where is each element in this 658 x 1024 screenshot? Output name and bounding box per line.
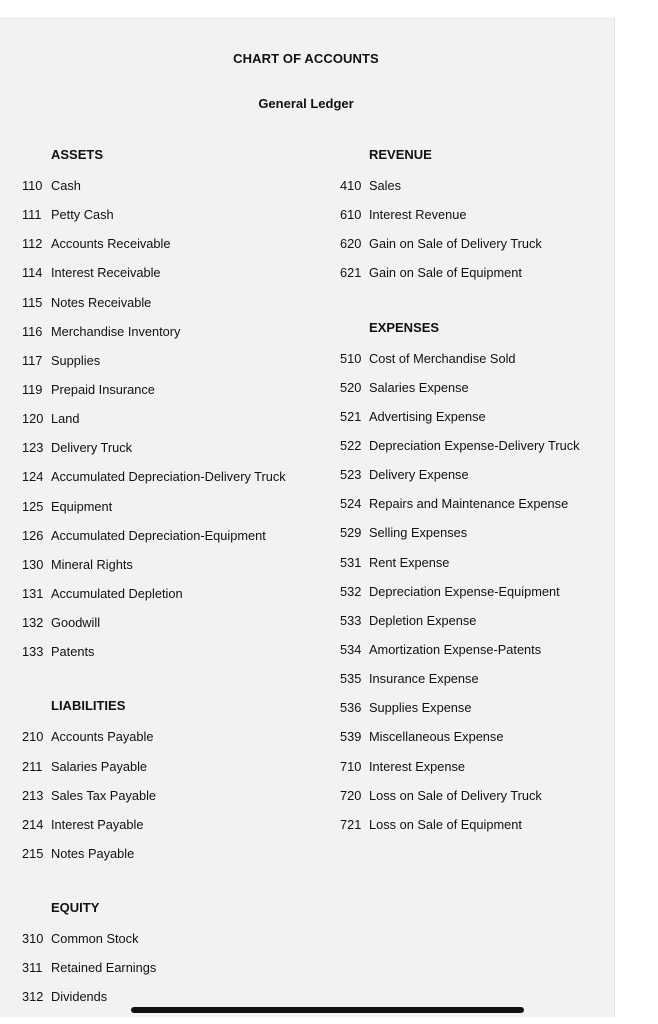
account-name: Interest Revenue [369, 207, 467, 223]
account-name: Salaries Payable [51, 758, 148, 774]
account-row [22, 787, 286, 816]
account-number: 120 [22, 411, 44, 427]
account-name: Insurance Expense [369, 671, 479, 687]
account-number: 112 [22, 236, 43, 252]
home-indicator[interactable] [131, 1007, 524, 1013]
account-name: Accounts Payable [51, 729, 154, 745]
account-number: 110 [22, 178, 43, 193]
account-number: 131 [22, 585, 44, 601]
account-name: Interest Receivable [51, 265, 161, 281]
account-number: 119 [22, 381, 43, 397]
account-number: 610 [340, 207, 362, 223]
account-number: 310 [22, 931, 44, 947]
account-name: Sales [369, 178, 402, 193]
account-number: 311 [22, 960, 43, 976]
account-number: 117 [22, 352, 43, 368]
account-row [340, 408, 580, 437]
right-column [340, 147, 580, 845]
account-number: 215 [22, 845, 44, 861]
account-number: 536 [340, 700, 362, 716]
account-row [340, 816, 580, 845]
account-number: 116 [22, 323, 43, 339]
account-name: Selling Expenses [369, 525, 468, 541]
account-number: 524 [340, 496, 362, 512]
equity-list [22, 930, 286, 1017]
account-name: Patents [51, 644, 95, 660]
account-number: 111 [22, 207, 42, 223]
account-number: 539 [340, 729, 362, 745]
account-name: Supplies Expense [369, 700, 472, 716]
account-row [340, 264, 580, 293]
account-row [340, 466, 580, 495]
account-name: Accounts Receivable [51, 236, 171, 252]
account-row [22, 556, 286, 585]
account-number: 132 [22, 615, 44, 631]
expenses-list [340, 350, 580, 845]
account-number: 125 [22, 498, 44, 514]
assets-list [22, 177, 286, 672]
account-row [340, 554, 580, 583]
account-number: 510 [340, 350, 362, 366]
account-name: Salaries Expense [369, 379, 469, 395]
account-name: Prepaid Insurance [51, 381, 155, 397]
account-row [22, 206, 286, 235]
account-number: 211 [22, 758, 43, 774]
account-name: Interest Payable [51, 816, 144, 832]
account-row [22, 235, 286, 264]
account-number: 124 [22, 469, 44, 485]
account-number: 210 [22, 729, 44, 745]
account-name: Delivery Truck [51, 440, 133, 456]
account-row [22, 468, 286, 497]
account-row [340, 612, 580, 641]
account-row [22, 585, 286, 614]
account-name: Loss on Sale of Delivery Truck [369, 787, 542, 803]
account-name: Accumulated Depletion [51, 585, 183, 601]
account-row [22, 439, 286, 468]
account-number: 720 [340, 787, 362, 803]
account-row [340, 670, 580, 699]
account-name: Gain on Sale of Equipment [369, 265, 522, 281]
account-number: 533 [340, 612, 362, 628]
account-name: Equipment [51, 498, 113, 514]
account-name: Advertising Expense [369, 408, 486, 424]
account-number: 521 [340, 408, 362, 424]
account-name: Depreciation Expense-Delivery Truck [369, 437, 580, 453]
account-name: Amortization Expense-Patents [369, 641, 542, 657]
account-number: 535 [340, 671, 362, 687]
account-name: Accumulated Depreciation-Equipment [51, 527, 266, 543]
revenue-list [340, 177, 580, 294]
account-number: 410 [340, 178, 362, 193]
account-row [340, 379, 580, 408]
account-name: Cash [51, 178, 81, 193]
account-number: 522 [340, 437, 362, 453]
account-name: Petty Cash [51, 207, 114, 223]
account-row [22, 930, 286, 959]
account-row [22, 381, 286, 410]
account-number: 213 [22, 787, 44, 803]
account-row [22, 643, 286, 672]
account-number: 115 [22, 294, 43, 310]
account-number: 620 [340, 236, 362, 252]
account-row [22, 264, 286, 293]
account-name: Merchandise Inventory [51, 323, 181, 339]
document-page [0, 18, 615, 1017]
section-heading-assets: ASSETS [51, 147, 104, 162]
account-row [22, 988, 286, 1017]
account-row [340, 758, 580, 787]
account-row [22, 323, 286, 352]
account-name: Repairs and Maintenance Expense [369, 496, 569, 512]
account-row [22, 410, 286, 439]
section-heading-equity: EQUITY [51, 900, 100, 916]
account-number: 534 [340, 641, 362, 657]
account-name: Notes Payable [51, 845, 135, 861]
account-name: Common Stock [51, 931, 139, 947]
account-number: 126 [22, 527, 44, 543]
account-row [22, 816, 286, 845]
account-row [22, 728, 286, 757]
account-name: Land [51, 411, 80, 427]
section-heading-revenue: REVENUE [369, 147, 432, 162]
account-row [340, 206, 580, 235]
account-row [22, 352, 286, 381]
account-row [340, 350, 580, 379]
account-row [22, 845, 286, 874]
account-name: Miscellaneous Expense [369, 729, 504, 745]
account-number: 532 [340, 583, 362, 599]
account-name: Loss on Sale of Equipment [369, 816, 522, 832]
account-row [22, 527, 286, 556]
account-name: Interest Expense [369, 758, 466, 774]
section-heading-expenses: EXPENSES [369, 319, 440, 335]
document-title: CHART OF ACCOUNTS [233, 51, 379, 66]
account-name: Depreciation Expense-Equipment [369, 583, 560, 599]
account-row [340, 235, 580, 264]
account-number: 523 [340, 467, 362, 483]
account-row [340, 524, 580, 553]
account-row [22, 758, 286, 787]
account-row [340, 437, 580, 466]
account-row [340, 641, 580, 670]
account-name: Delivery Expense [369, 467, 469, 483]
account-name: Rent Expense [369, 554, 450, 570]
account-row [22, 498, 286, 527]
account-row [22, 614, 286, 643]
account-number: 114 [22, 265, 43, 281]
account-number: 520 [340, 379, 362, 395]
account-name: Retained Earnings [51, 960, 157, 976]
account-row [340, 699, 580, 728]
account-number: 710 [340, 758, 362, 774]
account-number: 214 [22, 816, 44, 832]
account-number: 312 [22, 989, 44, 1005]
account-row [22, 177, 286, 206]
account-number: 123 [22, 440, 44, 456]
account-row [340, 177, 580, 206]
account-number: 130 [22, 556, 44, 572]
account-name: Gain on Sale of Delivery Truck [369, 236, 542, 252]
account-row [22, 294, 286, 323]
account-name: Supplies [51, 352, 101, 368]
account-name: Sales Tax Payable [51, 787, 157, 803]
account-row [340, 787, 580, 816]
account-number: 133 [22, 644, 44, 660]
account-row [340, 583, 580, 612]
account-name: Mineral Rights [51, 556, 133, 572]
account-name: Cost of Merchandise Sold [369, 350, 516, 366]
account-row [340, 728, 580, 757]
account-number: 531 [340, 554, 362, 570]
section-heading-liabilities: LIABILITIES [51, 698, 126, 714]
account-name: Accumulated Depreciation-Delivery Truck [51, 469, 286, 485]
account-name: Notes Receivable [51, 294, 152, 310]
account-row [22, 959, 286, 988]
account-row [340, 495, 580, 524]
account-number: 529 [340, 525, 362, 541]
liabilities-list [22, 728, 286, 874]
account-number: 621 [340, 265, 362, 281]
account-number: 721 [340, 816, 362, 832]
account-name: Goodwill [51, 615, 101, 631]
account-name: Dividends [51, 989, 108, 1005]
left-column [22, 147, 286, 1018]
account-name: Depletion Expense [369, 612, 477, 628]
document-subtitle: General Ledger [258, 96, 354, 111]
